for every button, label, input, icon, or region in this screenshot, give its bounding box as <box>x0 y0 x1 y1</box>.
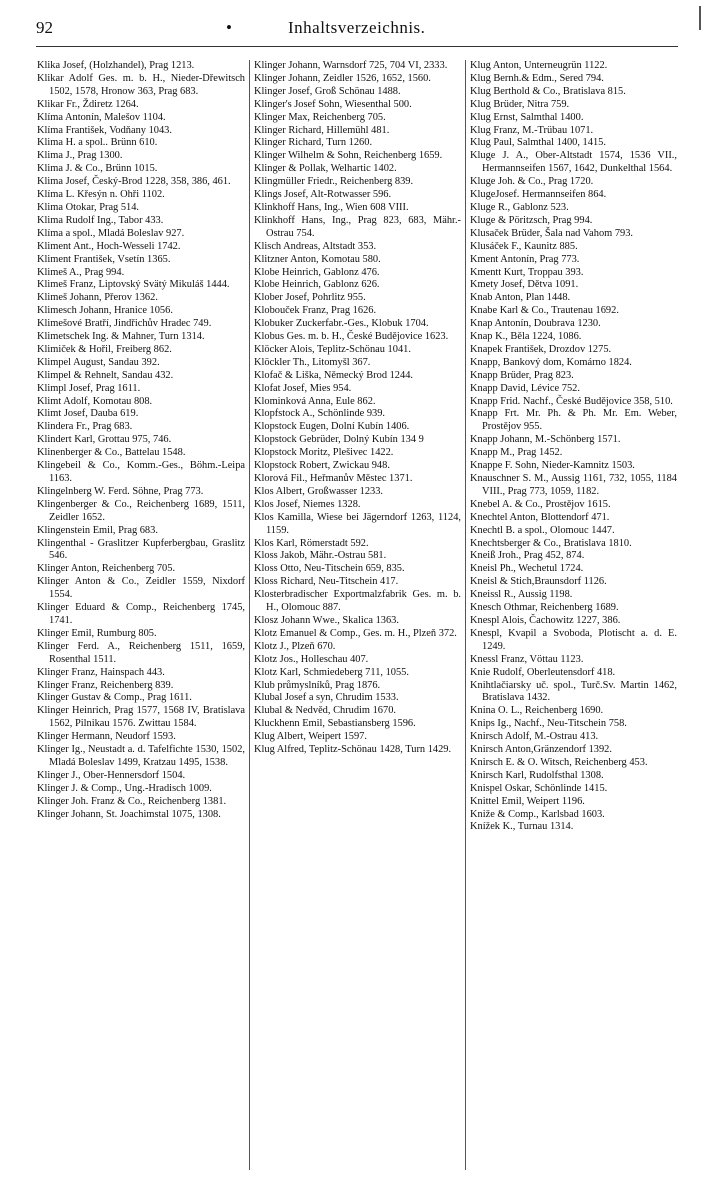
index-entry: Klubal Josef a syn, Chrudim 1533. <box>254 692 399 704</box>
index-entry: Knebel A. & Co., Prostějov 1615. <box>470 498 611 510</box>
index-entry: Klinger Hermann, Neudorf 1593. <box>37 731 176 743</box>
index-entry: Klos Albert, Großwasser 1233. <box>254 485 383 497</box>
index-entry: Klug Brüder, Nitra 759. <box>470 98 570 110</box>
index-entry: Kment Antonín, Prag 773. <box>470 253 580 265</box>
index-entry: Klotz Karl, Schmiedeberg 711, 1055. <box>254 666 409 678</box>
index-entry: Klinger Anton, Reichenberg 705. <box>37 563 176 575</box>
index-entry: Knirsch Anton,Gränzendorf 1392. <box>470 744 612 756</box>
index-entry: Knirsch E. & O. Witsch, Reichenberg 453. <box>470 756 648 768</box>
index-entry: Knechtel Anton, Blottendorf 471. <box>470 511 610 523</box>
index-entry: Klug Albert, Weipert 1597. <box>254 731 367 743</box>
index-entry: Klober Josef, Pohrlitz 955. <box>254 292 366 304</box>
index-entry: Klimiček & Hořil, Freiberg 862. <box>37 343 172 355</box>
index-entry: Knapp Johann, M.-Schönberg 1571. <box>470 434 621 446</box>
index-entry: Klinger Franz, Hainspach 443. <box>37 666 165 678</box>
index-entry: Klindert Karl, Grottau 975, 746. <box>37 434 172 446</box>
index-entry: Klimesch Johann, Hranice 1056. <box>37 305 173 317</box>
index-entry: Klobus Ges. m. b. H., České Budějovice 1623. <box>254 331 449 343</box>
index-entry: Kluge J. A., Ober-Altstadt 1574, 1536 VII., Hermannseifen 1567, 1642, Dunkelthal 1564. <box>470 150 677 175</box>
index-entry: Klinkhoff Hans, Ing., Wien 608 VIII. <box>254 201 409 213</box>
index-entry: Knihtlačiarsky uč. spol., Turč.Sv. Martin 1462, Bratislava 1432. <box>470 679 677 704</box>
index-entry: Klinger Eduard & Comp., Reichenberg 1745, 1741. <box>37 602 245 626</box>
index-entry: Knips Ig., Nachf., Neu-Titschein 758. <box>470 718 627 730</box>
index-entry: Knirsch Karl, Rudolfsthal 1308. <box>470 769 604 781</box>
index-entry: Klimt Josef, Dauba 619. <box>37 408 139 420</box>
index-entry: Kmentt Kurt, Troppau 393. <box>470 266 584 278</box>
index-columns <box>33 60 681 1170</box>
index-entry: Knechtsberger & Co., Bratislava 1810. <box>470 537 632 549</box>
index-entry: KlugeJosef. Hermannseifen 864. <box>470 189 607 201</box>
index-entry: Knespl Alois, Čachowitz 1227, 386. <box>470 614 621 626</box>
index-entry: Klinger & Pollak, Welhartic 1402. <box>254 163 397 175</box>
index-entry: Knabe Karl & Co., Trautenau 1692. <box>470 305 619 317</box>
index-entry: Klimpel August, Sandau 392. <box>37 356 160 368</box>
index-entry: Klobe Heinrich, Gablonz 476. <box>254 266 380 278</box>
index-entry: Kluge Joh. & Co., Prag 1720. <box>470 176 594 188</box>
header-dot: • <box>226 18 232 37</box>
index-entry: Klorová Fil., Heřmanův Městec 1371. <box>254 473 413 484</box>
index-entry: Klinenberger & Co., Battelau 1548. <box>37 447 186 459</box>
index-entry: Klusáček F., Kaunitz 885. <box>470 240 578 252</box>
index-entry: Klug Ernst, Salmthal 1400. <box>470 111 584 123</box>
index-entry: Klingenberger & Co., Reichenberg 1689, 1511, Zeidler 1652. <box>37 498 245 523</box>
index-entry: Klikar Adolf Ges. m. b. H., Nieder-Dřewitsch 1502, 1578, Hronow 363, Prag 683. <box>37 72 245 97</box>
index-entry: Klug Berthold & Co., Bratislava 815. <box>470 85 626 97</box>
index-entry: Klopstock Eugen, Dolní Kubín 1406. <box>254 421 410 433</box>
index-entry: Klimeš Johann, Přerov 1362. <box>37 292 158 304</box>
index-entry: Klöcker Alois, Teplitz-Schönau 1041. <box>254 343 411 355</box>
index-entry: Klinger Emil, Rumburg 805. <box>37 627 157 639</box>
index-entry: Klinger J. & Comp., Ung.-Hradisch 1009. <box>37 782 212 794</box>
index-entry: Klimeš A., Prag 994. <box>37 266 125 278</box>
index-entry: Kneisl & Stich,Braunsdorf 1126. <box>470 576 607 588</box>
index-entry: Klug Franz, M.-Trübau 1071. <box>470 124 594 136</box>
index-entry: Knirsch Adolf, M.-Ostrau 413. <box>470 731 599 743</box>
edge-mark <box>699 6 701 30</box>
index-entry: Knauschner S. M., Aussig 1161, 732, 1055, 1184 VIII., Prag 773, 1059, 1182. <box>470 473 677 497</box>
index-entry: Klimešové Bratří, Jindřichův Hradec 749. <box>37 318 212 330</box>
index-entry: Knab Anton, Plan 1448. <box>470 292 571 304</box>
index-entry: Knapp Frt. Mr. Ph. & Ph. Mr. Em. Weber, Prostějov 955. <box>470 408 677 433</box>
index-entry: Klingelnberg W. Ferd. Söhne, Prag 773. <box>37 485 204 497</box>
index-entry: Knapek František, Drozdov 1275. <box>470 343 612 355</box>
page-number: 92 <box>36 18 53 37</box>
index-entry: Klitzner Anton, Komotau 580. <box>254 253 381 265</box>
index-entry: Kneissl R., Aussig 1198. <box>470 589 573 601</box>
index-entry: Knie Rudolf, Oberleutensdorf 418. <box>470 666 616 678</box>
index-entry: Klosterbradischer Exportmalzfabrik Ges. m. b. H., Olomouc 887. <box>254 589 461 614</box>
page-title: Inhaltsverzeichnis. <box>288 18 426 37</box>
index-entry: Knechtl B. a spol., Olomouc 1447. <box>470 524 615 536</box>
index-entry: Klinger Joh. Franz & Co., Reichenberg 1381. <box>37 795 227 807</box>
index-entry: Klug Paul, Salmthal 1400, 1415. <box>470 137 606 149</box>
index-entry: Knispel Oskar, Schönlinde 1415. <box>470 782 608 794</box>
index-entry: Klingmüller Friedr., Reichenberg 839. <box>254 176 414 188</box>
index-entry: Kmety Josef, Dětva 1091. <box>470 279 579 291</box>
index-entry: Knapp M., Prag 1452. <box>470 447 563 459</box>
index-entry: Klima J., Prag 1300. <box>37 150 123 162</box>
index-entry: Klinger Heinrich, Prag 1577, 1568 IV, Bratislava 1562, Pilnikau 1576. Zwittau 1584. <box>37 705 245 730</box>
index-entry: Klug Bernh.& Edm., Sered 794. <box>470 72 604 84</box>
index-entry: Klingenstein Emil, Prag 683. <box>37 524 158 536</box>
index-entry: Klobouček Franz, Prag 1626. <box>254 305 377 317</box>
index-entry: Knespl, Kvapil a Svoboda, Plotischt a. d. E. 1249. <box>470 627 677 652</box>
index-entry: Kliment František, Vsetín 1365. <box>37 253 171 265</box>
index-entry: Knapp Frid. Nachf., České Budějovice 358, 510. <box>470 395 673 407</box>
index-entry: Klisch Andreas, Altstadt 353. <box>254 240 377 252</box>
index-entry: Klinger Richard, Hillemühl 481. <box>254 124 390 136</box>
index-entry: Klobuker Zuckerfabr.-Ges., Klobuk 1704. <box>254 318 429 330</box>
index-entry: Kluckhenn Emil, Sebastiansberg 1596. <box>254 718 416 730</box>
index-entry: Klos Karl, Römerstadt 592. <box>254 537 369 549</box>
index-entry: Knessl Franz, Vöttau 1123. <box>470 653 584 665</box>
index-entry: Klinger Gustav & Comp., Prag 1611. <box>37 692 192 704</box>
index-entry: Klinger J., Ober-Hennersdorf 1504. <box>37 769 186 781</box>
index-entry: Klinger Johann, Zeidler 1526, 1652, 1560. <box>254 72 431 84</box>
index-entry: Knapp David, Lévice 752. <box>470 382 580 394</box>
index-entry: Klima Josef, Český-Brod 1228, 358, 386, 461. <box>37 176 231 188</box>
index-entry: Klingebeil & Co., Komm.-Ges., Böhm.-Leipa 1163. <box>37 460 245 484</box>
index-entry: Klimt Adolf, Komotau 808. <box>37 395 153 407</box>
index-entry: Klominková Anna, Eule 862. <box>254 395 376 407</box>
index-entry: Kneisl Ph., Wechetul 1724. <box>470 563 584 575</box>
index-entry: Klubal & Nedvěd, Chrudim 1670. <box>254 705 396 717</box>
index-entry: Klimpl Josef, Prag 1611. <box>37 382 141 394</box>
index-entry: Klinger Anton & Co., Zeidler 1559, Nixdorf 1554. <box>37 576 245 601</box>
index-entry: Klinger Wilhelm & Sohn, Reichenberg 1659. <box>254 150 443 162</box>
index-entry: Klíma Antonín, Malešov 1104. <box>37 111 166 123</box>
index-entry: Knap Antonín, Doubrava 1230. <box>470 318 601 330</box>
index-entry: Klima Otokar, Prag 514. <box>37 201 140 213</box>
index-entry: Klos Josef, Niemes 1328. <box>254 498 361 510</box>
index-entry: Knapp, Bankový dom, Komárno 1824. <box>470 356 632 368</box>
index-entry: Klinger Richard, Turn 1260. <box>254 137 373 149</box>
index-entry: Klos Kamilla, Wiese bei Jägerndorf 1263, 1124, 1159. <box>254 511 461 536</box>
index-entry: Klinger Ferd. A., Reichenberg 1511, 1659, Rosenthal 1511. <box>37 640 245 665</box>
index-entry: Klinger Max, Reichenberg 705. <box>254 111 386 123</box>
page-header <box>36 18 676 40</box>
index-entry: Klöckler Th., Litomyšl 367. <box>254 356 371 368</box>
index-entry: Klug Anton, Unterneugrün 1122. <box>470 60 608 71</box>
index-entry: Klinger Ig., Neustadt a. d. Tafelfichte 1530, 1502, Mladá Boleslav 1499, Kratzau 1495, 1538. <box>37 744 245 768</box>
index-entry: Kloss Jakob, Mähr.-Ostrau 581. <box>254 550 387 562</box>
index-entry: Klotz Emanuel & Comp., Ges. m. H., Plzeň 372. <box>254 627 457 639</box>
index-entry: Kliment Ant., Hoch-Wesseli 1742. <box>37 240 181 252</box>
index-entry: Kloss Otto, Neu-Titschein 659, 835. <box>254 563 405 575</box>
index-entry: Knap K., Běla 1224, 1086. <box>470 331 582 343</box>
index-entry: Knappe F. Sohn, Nieder-Kamnitz 1503. <box>470 460 635 472</box>
index-entry: Klopfstock A., Schönlinde 939. <box>254 408 386 420</box>
index-entry: Klinger Johann, Warnsdorf 725, 704 VI, 2333. <box>254 60 448 71</box>
index-entry: Klug Alfred, Teplitz-Schönau 1428, Turn 1429. <box>254 744 452 756</box>
index-column-2 <box>249 60 465 1170</box>
index-entry: Klimpel & Rehnelt, Sandau 432. <box>37 369 174 381</box>
index-entry: Knittel Emil, Weipert 1196. <box>470 795 585 807</box>
index-entry: Klinkhoff Hans, Ing., Prag 823, 683, Mähr.-Ostrau 754. <box>254 214 461 239</box>
index-entry: Klopstock Robert, Zwickau 948. <box>254 460 390 472</box>
index-entry: Knapp Brüder, Prag 823. <box>470 369 574 381</box>
index-entry: Klinger Franz, Reichenberg 839. <box>37 679 174 691</box>
index-entry: Klings Josef, Alt-Rotwasser 596. <box>254 189 392 201</box>
index-entry: Klofač & Liška, Německý Brod 1244. <box>254 369 413 381</box>
index-entry: Kniže & Comp., Karlsbad 1603. <box>470 808 605 820</box>
index-entry: Klosz Johann Wwe., Skalica 1363. <box>254 614 399 626</box>
index-entry: Klopstock Gebrüder, Dolný Kubín 134 9 <box>254 434 424 446</box>
index-entry: Klima Rudolf Ing., Tabor 433. <box>37 214 164 226</box>
index-entry: Kluge & Pöritzsch, Prag 994. <box>470 214 593 226</box>
index-entry: Klíma a spol., Mladá Boleslav 927. <box>37 227 185 239</box>
index-entry: Knina O. L., Reichenberg 1690. <box>470 705 604 717</box>
index-entry: Klíma L. Křesýn n. Ohři 1102. <box>37 189 165 201</box>
index-entry: Klub průmyslníků, Prag 1876. <box>254 679 381 691</box>
index-entry: Klimeš Franz, Liptovský Svätý Mikuláš 1444. <box>37 279 230 291</box>
index-entry: Klotz Jos., Holleschau 407. <box>254 653 369 665</box>
index-entry: Klopstock Moritz, Plešivec 1422. <box>254 447 394 459</box>
index-entry: Kloss Richard, Neu-Titschein 417. <box>254 576 399 588</box>
index-entry: Klinger's Josef Sohn, Wiesenthal 500. <box>254 98 412 110</box>
index-entry: Klofat Josef, Mies 954. <box>254 382 352 394</box>
index-entry: Klikar Fr., Ždiretz 1264. <box>37 98 139 110</box>
index-entry: Knížek K., Turnau 1314. <box>470 821 574 833</box>
index-entry: Klinger Josef, Groß Schönau 1488. <box>254 85 401 97</box>
index-entry: Kneiß Jroh., Prag 452, 874. <box>470 550 585 562</box>
index-entry: Klika Josef, (Holzhandel), Prag 1213. <box>37 60 195 71</box>
index-entry: Klinger Johann, St. Joachimstal 1075, 1308. <box>37 808 221 820</box>
index-entry: Klíma František, Vodňany 1043. <box>37 124 172 136</box>
header-rule <box>36 46 678 47</box>
index-entry: Klobe Heinrich, Gablonz 626. <box>254 279 380 291</box>
index-entry: Klotz J., Plzeň 670. <box>254 640 336 652</box>
index-entry: Knesch Othmar, Reichenberg 1689. <box>470 602 619 614</box>
index-entry: Klimetschek Ing. & Mahner, Turn 1314. <box>37 331 205 343</box>
index-entry: Klima H. a spol.. Brünn 610. <box>37 137 158 149</box>
index-entry: Klingenthal - Graslitzer Kupferbergbau, Graslitz 546. <box>37 537 245 562</box>
index-column-3 <box>465 60 681 1170</box>
index-entry: Klusaček Brüder, Šala nad Vahom 793. <box>470 227 634 239</box>
index-entry: Kluge R., Gablonz 523. <box>470 201 569 213</box>
index-column-1 <box>33 60 249 1170</box>
index-entry: Klima J. & Co., Brünn 1015. <box>37 163 158 175</box>
index-entry: Klindera Fr., Prag 683. <box>37 421 133 433</box>
